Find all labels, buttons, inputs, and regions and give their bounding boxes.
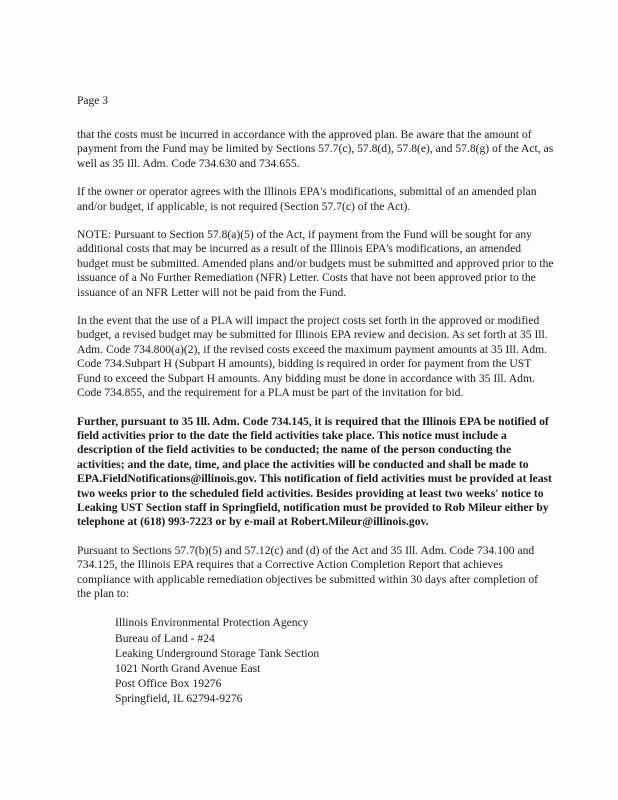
paragraph-note-amended-budget: NOTE: Pursuant to Section 57.8(a)(5) of the Act, if payment from the Fund will be sought for any additional costs that may be incurred as a result of the Illinois EPA's modifications, an amended budget must be submitted. Amended plans and/or budgets must be submitted and approved prior to the issuance of a No Further Remediation (NFR) Letter. Costs that have not been approved prior to the issuance of an NFR Letter will not be paid from the Fund.	[77, 228, 554, 299]
paragraph-costs-incurred: that the costs must be incurred in accordance with the approved plan. Be aware that the amount of payment from the Fund may be limited by Sections 57.7(c), 57.8(d), 57.8(e), and 57.8(g) of the Act, as well as 35 Ill. Adm. Code 734.630 and 734.655.	[77, 128, 554, 170]
paragraph-field-notification: Further, pursuant to 35 Ill. Adm. Code 734.145, it is required that the Illinois EPA be notified of field activities prior to the date the field activities take place. This notice must include a description of the field activities to be conducted; the name of the person conducting the activities; and the date, time, and place the activities will be conducted and shall be made to EPA.FieldNotifications@illinois.gov. This notification of field activities must be provided at least two weeks prior to the scheduled field activities. Besides providing at least two weeks' notice to Leaking UST Section staff in Springfield, notification must be provided to Rob Mileur either by telephone at (618) 993-7223 or by e-mail at Robert.Mileur@illinois.gov.	[77, 414, 552, 529]
address-line-agency: Illinois Environmental Protection Agency	[115, 616, 309, 630]
mailing-address	[115, 615, 555, 706]
address-line-bureau: Bureau of Land - #24	[115, 631, 215, 645]
page-number: Page 3	[77, 95, 108, 107]
letter-body	[77, 128, 555, 707]
address-line-po-box: Post Office Box 19276	[115, 677, 222, 691]
address-line-street: 1021 North Grand Avenue East	[115, 661, 261, 675]
paragraph-pla-revised-budget: In the event that the use of a PLA will impact the project costs set forth in the approved or modified budget, a revised budget may be submitted for Illinois EPA review and decision. As set forth at 35 Ill. Adm. Code 734.800(a)(2), if the revised costs exceed the maximum payment amounts at 35 Ill. Adm. Code 734.Subpart H (Subpart H amounts), bidding is required in order for payment from the UST Fund to exceed the Subpart H amounts. Any bidding must be done in accordance with 35 Ill. Adm. Code 734.855, and the requirement for a PLA must be part of the invitation for bid.	[77, 314, 548, 400]
paragraph-completion-report: Pursuant to Sections 57.7(b)(5) and 57.12(c) and (d) of the Act and 35 Ill. Adm. Code 734.100 and 734.125, the Illinois EPA requires that a Corrective Action Completion Report that achieves compliance with applicable remediation objectives be submitted within 30 days after completion of the plan to:	[77, 543, 539, 600]
address-line-city: Springfield, IL 62794-9276	[115, 692, 243, 706]
address-line-section: Leaking Underground Storage Tank Section	[115, 646, 320, 660]
paragraph-owner-agrees: If the owner or operator agrees with the Illinois EPA's modifications, submittal of an amended plan and/or budget, if applicable, is not required (Section 57.7(c) of the Act).	[77, 185, 537, 213]
